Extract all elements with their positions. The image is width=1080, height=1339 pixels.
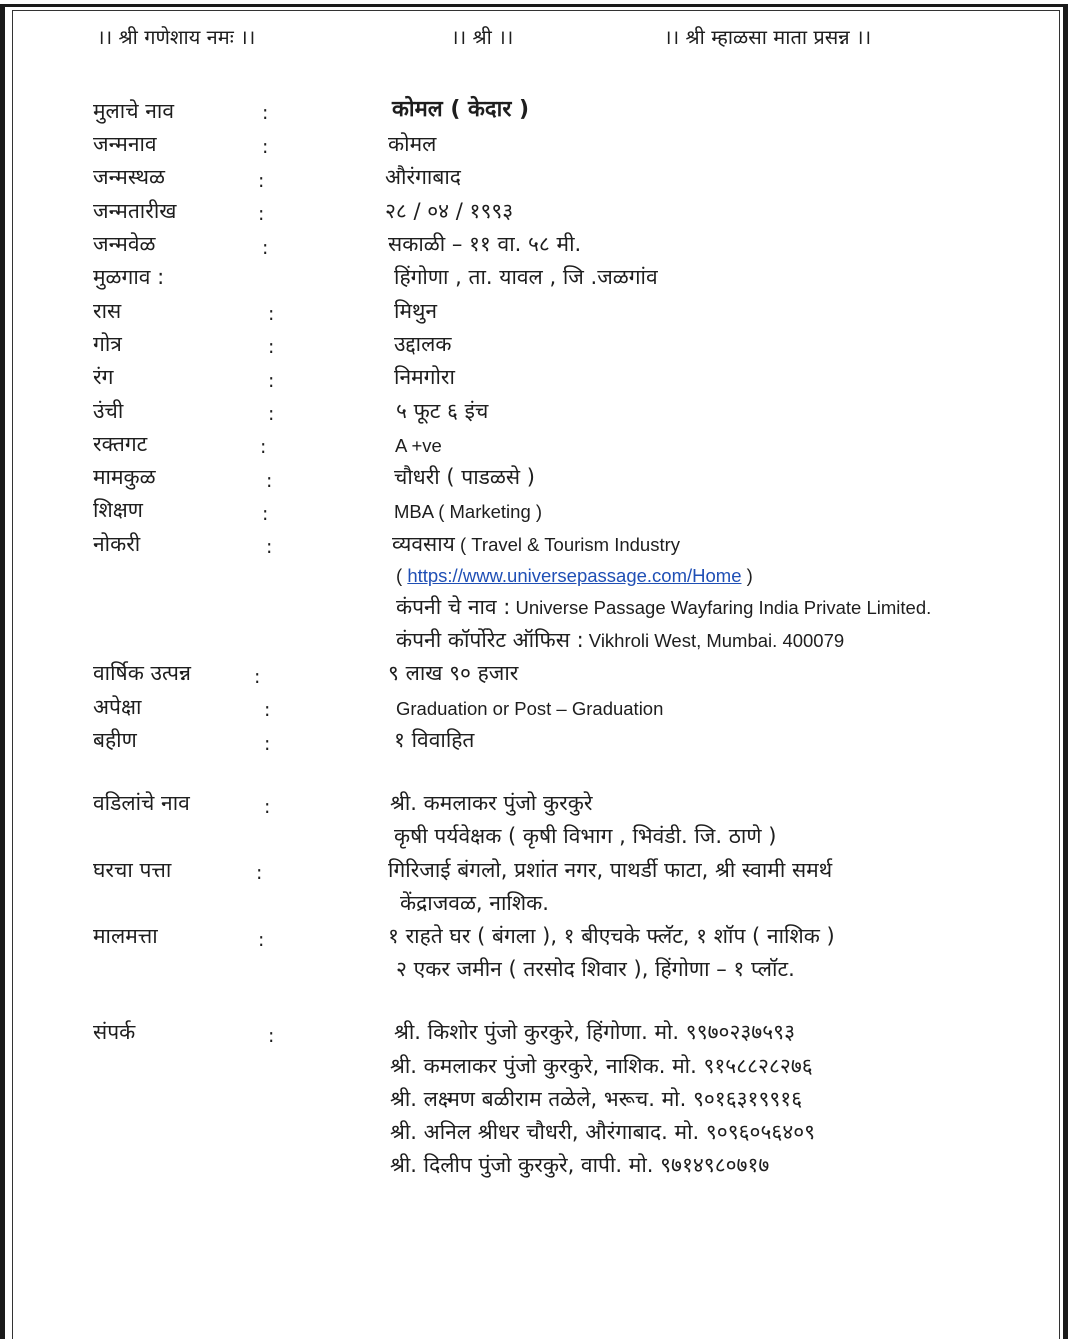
colon: :: [258, 203, 265, 225]
contact-line: श्री. किशोर पुंजो कुरकुरे, हिंगोणा. मो. ९९७०२३७५९३: [394, 1020, 795, 1044]
value-education: MBA ( Marketing ): [394, 501, 543, 522]
label-height: उंची: [93, 399, 124, 423]
colon: :: [262, 503, 269, 525]
label-father: वडिलांचे नाव: [93, 791, 190, 815]
value-complexion: निमगोरा: [394, 365, 455, 389]
label-name: मुलाचे नाव: [93, 99, 175, 123]
label-property: मालमत्ता: [93, 924, 158, 948]
value-sister: १ विवाहित: [394, 728, 475, 752]
label-job: नोकरी: [93, 532, 141, 556]
job-line-3: [396, 594, 931, 621]
paren-close: ): [741, 565, 753, 586]
value-property-line-2: २ एकर जमीन ( तरसोद शिवार ), हिंगोणा – १ प्लॉट.: [396, 957, 795, 981]
label-mamkul: मामकुळ: [93, 465, 156, 489]
value-property-line-1: १ राहते घर ( बंगला ), १ बीएचके फ्लॅट, १ शॉप ( नाशिक ): [388, 924, 835, 948]
company-name: Universe Passage Wayfaring India Private Limited.: [510, 597, 932, 618]
value-father-occupation: कृषी पर्यवेक्षक ( कृषी विभाग , भिवंडी. जि. ठाणे ): [394, 824, 777, 848]
value-birth-place: औरंगाबाद: [385, 165, 461, 189]
colon: :: [268, 403, 275, 425]
job-line-2: [396, 563, 753, 589]
value-gotra: उद्दालक: [394, 332, 452, 356]
contact-line: श्री. अनिल श्रीधर चौधरी, औरंगाबाद. मो. ९०९६०५६४०९: [390, 1120, 816, 1144]
colon: :: [262, 136, 269, 158]
colon: :: [268, 1025, 275, 1047]
job-line-4: [396, 627, 844, 654]
colon: :: [264, 699, 271, 721]
label-address: घरचा पत्ता: [93, 858, 172, 882]
colon: :: [266, 536, 273, 558]
company-website-link[interactable]: https://www.universepassage.com/Home: [407, 565, 742, 586]
label-education: शिक्षण: [93, 498, 143, 522]
colon: :: [268, 303, 275, 325]
company-name-label: कंपनी चे नाव :: [396, 595, 511, 619]
contact-line: श्री. लक्ष्मण बळीराम तळेले, भरूच. मो. ९०१६३१९९१६: [390, 1087, 803, 1111]
label-gotra: गोत्र: [93, 332, 122, 356]
label-rashi: रास: [93, 299, 122, 323]
corporate-office: Vikhroli West, Mumbai. 400079: [583, 630, 845, 651]
value-address-line-1: गिरिजाई बंगलो, प्रशांत नगर, पाथर्डी फाटा, श्री स्वामी समर्थ: [388, 858, 833, 882]
label-complexion: रंग: [93, 365, 114, 389]
colon: :: [264, 796, 271, 818]
label-birth-date: जन्मतारीख: [93, 199, 177, 223]
job-business-label: व्यवसाय: [392, 532, 455, 556]
contact-line: श्री. दिलीप पुंजो कुरकुरे, वापी. मो. ९७१४९८०७१७: [390, 1153, 770, 1177]
value-name: कोमल ( केदार ): [392, 97, 530, 122]
value-birth-time: सकाळी – ११ वा. ५८ मी.: [388, 232, 582, 256]
label-birth-place: जन्मस्थळ: [93, 165, 165, 189]
label-contact: संपर्क: [93, 1020, 136, 1044]
corporate-office-label: कंपनी कॉर्पोरेट ऑफिस :: [396, 628, 584, 652]
label-birth-name: जन्मनाव: [93, 132, 157, 156]
colon: :: [258, 929, 265, 951]
value-native: हिंगोणा , ता. यावल , जि .जळगांव: [394, 265, 658, 289]
colon: :: [256, 862, 263, 884]
label-income: वार्षिक उत्पन्न: [93, 661, 191, 685]
value-mamkul: चौधरी ( पाडळसे ): [394, 465, 535, 489]
label-expectation: अपेक्षा: [93, 695, 142, 719]
colon: :: [258, 170, 265, 192]
colon: :: [268, 370, 275, 392]
value-address-line-2: केंद्राजवळ, नाशिक.: [400, 891, 549, 915]
colon: :: [264, 733, 271, 755]
colon: :: [266, 470, 273, 492]
colon: :: [268, 336, 275, 358]
colon: :: [262, 237, 269, 259]
value-birth-date: २८ / ०४ / १९९३: [385, 199, 514, 223]
job-line-1: [392, 531, 680, 558]
contact-line: श्री. कमलाकर पुंजो कुरकुरे, नाशिक. मो. ९१५८८२८२७६: [390, 1054, 813, 1078]
colon: :: [262, 102, 269, 124]
paren-open: (: [396, 565, 408, 586]
job-industry: ( Travel & Tourism Industry: [454, 534, 681, 555]
label-blood-group: रक्तगट: [93, 432, 148, 456]
value-birth-name: कोमल: [388, 132, 437, 156]
value-rashi: मिथुन: [394, 299, 438, 323]
value-income: ९ लाख ९० हजार: [388, 661, 519, 685]
label-birth-time: जन्मवेळ: [93, 232, 156, 256]
colon: :: [254, 666, 261, 688]
value-expectation: Graduation or Post – Graduation: [396, 698, 664, 719]
label-sister: बहीण: [93, 728, 137, 752]
label-native: मुळगाव :: [93, 265, 165, 289]
header-right: ।। श्री म्हाळसा माता प्रसन्न ।।: [664, 25, 872, 49]
colon: :: [260, 436, 267, 458]
header-center: ।। श्री ।।: [451, 25, 514, 49]
header-left: ।। श्री गणेशाय नमः ।।: [97, 25, 256, 49]
value-father-name: श्री. कमलाकर पुंजो कुरकुरे: [390, 791, 593, 815]
value-blood-group: A +ve: [395, 435, 442, 456]
value-height: ५ फूट ६ इंच: [396, 399, 489, 423]
